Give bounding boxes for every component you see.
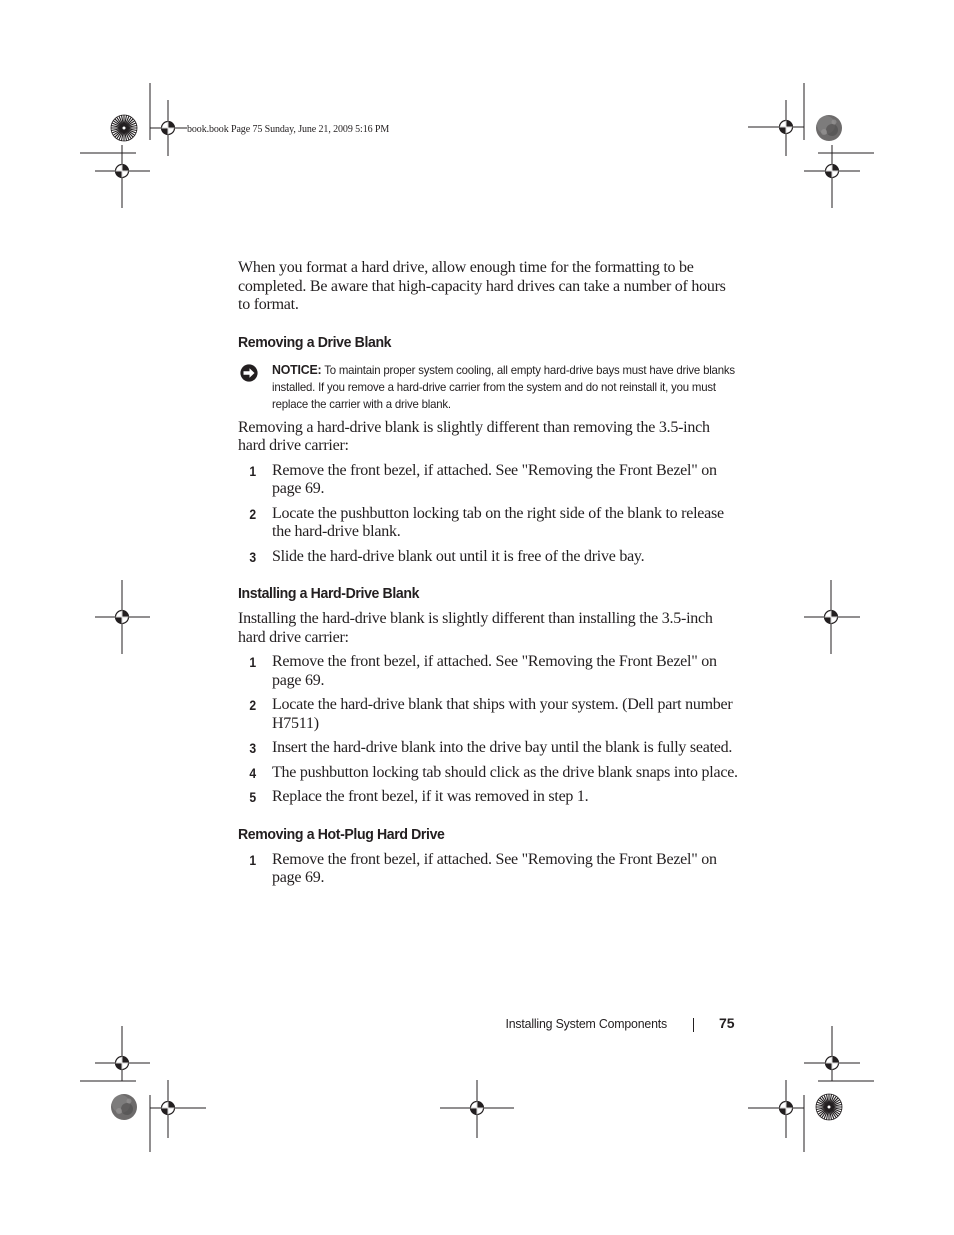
step-number: 1 xyxy=(249,655,257,670)
page-content xyxy=(238,259,738,888)
step-number: 5 xyxy=(249,790,257,805)
step-number: 1 xyxy=(249,852,257,868)
list-item xyxy=(238,548,738,567)
removing-blank-intro: Removing a hard-drive blank is slightly different than removing the 3.5-inch hard drive carrier: xyxy=(238,418,710,454)
step-number: 3 xyxy=(249,741,257,756)
header-slug: book.book Page 75 Sunday, June 21, 2009 5:16 PM xyxy=(187,124,390,135)
step-text: Insert the hard-drive blank into the drive bay until the blank is fully seated. xyxy=(272,739,733,756)
list-item xyxy=(238,462,738,499)
step-text: Locate the pushbutton locking tab on the right side of the blank to release the hard-drive blank. xyxy=(272,504,724,540)
list-item xyxy=(238,788,738,807)
footer-chapter-title: Installing System Components xyxy=(505,1016,667,1031)
list-item xyxy=(238,764,738,783)
step-text: Remove the front bezel, if attached. See "Removing the Front Bezel" on page 69. xyxy=(272,850,717,886)
notice-body: To maintain proper system cooling, all empty hard-drive bays must have drive blanks installed. If you remove a hard-drive carrier from the system and do not reinstall it, you must replace the carrier with a drive blank. xyxy=(272,362,735,411)
list-item xyxy=(238,739,738,758)
step-text: The pushbutton locking tab should click as the drive blank snaps into place. xyxy=(272,763,738,781)
list-item xyxy=(238,696,738,733)
list-item xyxy=(238,653,738,690)
step-text: Locate the hard-drive blank that ships with your system. (Dell part number H7511) xyxy=(272,696,733,732)
heading-removing-drive-blank: Removing a Drive Blank xyxy=(238,333,392,351)
installing-blank-steps xyxy=(238,653,738,807)
step-text: Remove the front bezel, if attached. See "Removing the Front Bezel" on page 69. xyxy=(272,461,717,497)
heading-installing-hard-drive-blank: Installing a Hard-Drive Blank xyxy=(238,585,420,602)
step-text: Remove the front bezel, if attached. See "Removing the Front Bezel" on page 69. xyxy=(272,653,717,689)
heading-removing-hot-plug-hard-drive: Removing a Hot-Plug Hard Drive xyxy=(238,825,445,843)
step-number: 3 xyxy=(249,549,257,565)
list-item xyxy=(238,505,738,542)
list-item xyxy=(238,851,738,888)
intro-paragraph: When you format a hard drive, allow enough time for the formatting to be completed. Be aware that high-capacity hard drives can take a number of hours to format. xyxy=(238,259,726,313)
step-text: Replace the front bezel, if it was removed in step 1. xyxy=(272,788,589,805)
footer-separator xyxy=(693,1018,694,1032)
step-number: 1 xyxy=(249,463,257,479)
step-text: Slide the hard-drive blank out until it is free of the drive bay. xyxy=(272,547,645,565)
footer-page-number: 75 xyxy=(719,1015,735,1031)
notice-text xyxy=(272,361,738,413)
step-number: 2 xyxy=(249,698,257,713)
step-number: 2 xyxy=(249,506,257,522)
step-number: 4 xyxy=(249,765,257,781)
notice-icon xyxy=(240,364,258,382)
removing-blank-steps xyxy=(238,462,738,567)
removing-hotplug-steps xyxy=(238,851,738,888)
notice-label: NOTICE: xyxy=(272,361,322,377)
installing-blank-intro: Installing the hard-drive blank is slightly different than installing the 3.5-inch hard drive carrier: xyxy=(238,610,713,646)
notice-block xyxy=(238,361,738,413)
